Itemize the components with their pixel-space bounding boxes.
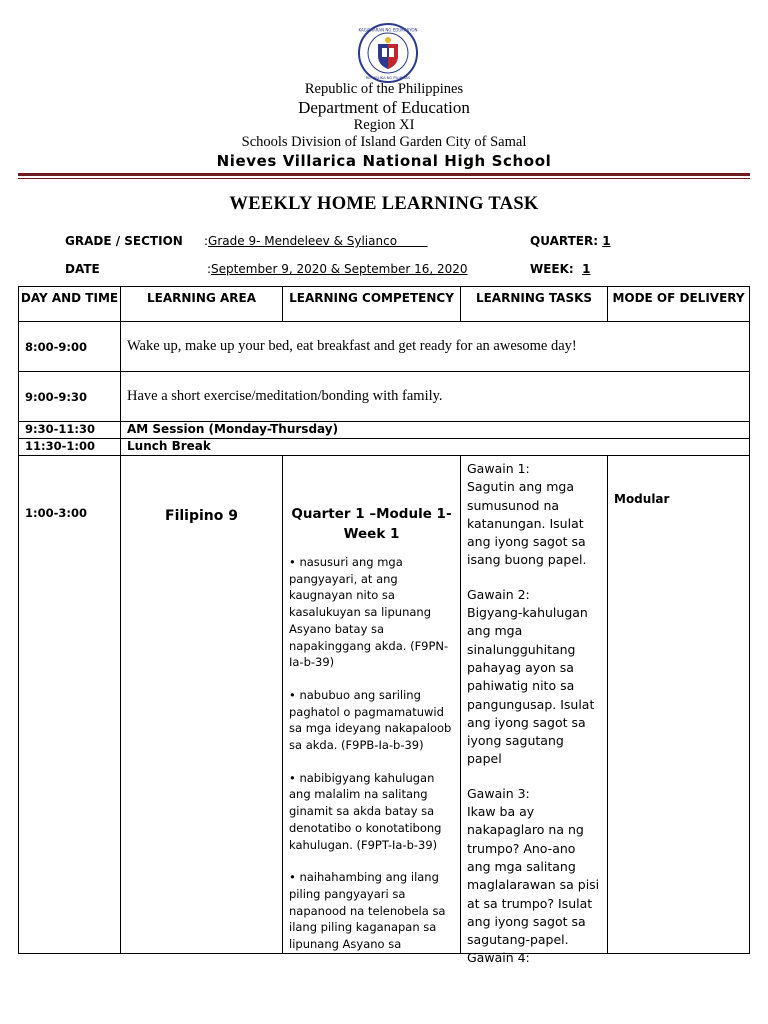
task-text: Bigyang-kahulugan ang mga sinalungguhitang pahayag ayon sa pahiwatig nito sa pangungusap. Isulat ang iyong sagot sa iyong sagutang papel: [467, 605, 595, 767]
header-rule-thin: [18, 178, 750, 179]
row-time: 11:30-1:00: [19, 439, 121, 456]
week-label: WEEK: 1: [530, 262, 591, 276]
task-label: Gawain 4:: [467, 950, 530, 966]
deped-seal: [352, 22, 424, 84]
date-label: DATE: [65, 262, 100, 276]
quarter-value: 1: [602, 234, 611, 248]
week-value: 1: [582, 262, 591, 276]
table-header-row: [19, 287, 750, 322]
school-name: Nieves Villarica National High School: [216, 152, 552, 170]
competency-title: Quarter 1 –Module 1- Week 1: [291, 506, 452, 542]
table-row: [19, 322, 750, 372]
task-text: Ikaw ba ay nakapaglaro na ng trumpo? Ano-ano ang mga salitang maglalarawan sa pisi at sa trumpo? Isulat ang iyong sagot sa sagutang-papel.: [467, 804, 600, 948]
row-time: 9:30-11:30: [19, 422, 121, 439]
region-line: Region XI: [353, 117, 415, 133]
task-label: Gawain 1:: [467, 461, 530, 476]
competency-item: • nasusuri ang mga pangyayari, at ang kaugnayan nito sa kasalukuyan sa lipunang Asyano batay sa napakinggang akda. (F9PN-Ia-b-39): [289, 555, 449, 670]
task-item: [467, 586, 601, 769]
row-activity: Wake up, make up your bed, eat breakfast and get ready for an awesome day!: [121, 322, 750, 372]
task-text: Sagutin ang mga sumusunod na katanungan. Isulat ang iyong sagot sa isang buong papel.: [467, 479, 587, 568]
learning-area: Filipino 9: [165, 508, 238, 524]
division-line: Schools Division of Island Garden City of Samal: [241, 134, 527, 150]
republic-line: Republic of the Philippines: [304, 81, 464, 97]
mode-of-delivery: Modular: [614, 492, 670, 506]
date-sep: :: [207, 262, 212, 276]
grade-sep: :: [204, 234, 209, 248]
svg-text:KAGAWARAN NG EDUKASYON: KAGAWARAN NG EDUKASYON: [358, 27, 418, 33]
task-label: Gawain 2:: [467, 586, 530, 602]
header-rule-thick: [18, 173, 750, 176]
competency-item: • nabubuo ang sariling paghatol o pagmamatuwid sa mga ideyang nakapaloob sa akda. (F9PB-Ia-b-39): [289, 687, 452, 753]
session-row: [19, 456, 750, 954]
task-item: [467, 785, 601, 950]
quarter-label: QUARTER: 1: [530, 234, 611, 248]
header-learning-competency: LEARNING COMPETENCY: [283, 287, 461, 322]
header-learning-tasks: LEARNING TASKS: [461, 287, 608, 322]
competency-item: • nabibigyang kahulugan ang malalim na salitang ginamit sa akda batay sa denotatibo o konotatibong kahulugan. (F9PT-Ia-b-39): [289, 770, 442, 852]
task-list: [461, 456, 607, 968]
department-line: Department of Education: [298, 98, 470, 117]
competency-list: [283, 544, 460, 953]
schedule-table: [18, 286, 750, 966]
session-time: 1:00-3:00: [19, 456, 121, 954]
grade-value-line: [204, 234, 428, 248]
task-item: [467, 460, 601, 570]
header-day-time: DAY AND TIME: [19, 287, 121, 322]
date-value: September 9, 2020 & September 16, 2020: [211, 262, 468, 276]
task-label: Gawain 3:: [467, 785, 530, 801]
grade-value: Grade 9- Mendeleev & Sylianco: [208, 234, 398, 248]
date-value-line: [207, 262, 468, 276]
session-tasks-cell: [461, 456, 608, 966]
row-activity: Lunch Break: [121, 439, 750, 456]
competency-item: • naihahambing ang ilang piling pangyayari sa napanood na telenobela sa ilang piling kaganapan sa lipunang Asyano sa: [289, 870, 446, 952]
table-row: [19, 439, 750, 456]
header-learning-area: LEARNING AREA: [121, 287, 283, 322]
table-row: [19, 422, 750, 439]
session-mode-cell: [608, 456, 750, 954]
session-area-cell: [121, 456, 283, 954]
page-title: WEEKLY HOME LEARNING TASK: [229, 194, 539, 214]
row-time: 9:00-9:30: [19, 372, 121, 422]
svg-text:REPUBLIKA NG PILIPINAS: REPUBLIKA NG PILIPINAS: [365, 76, 411, 80]
row-activity: AM Session (Monday-Thursday): [121, 422, 750, 439]
row-activity: Have a short exercise/meditation/bonding with family.: [121, 372, 750, 422]
header-mode-of-delivery: MODE OF DELIVERY: [608, 287, 750, 322]
grade-label: GRADE / SECTION: [65, 234, 183, 248]
table-row: [19, 372, 750, 422]
row-time: 8:00-9:00: [19, 322, 121, 372]
task-item: [467, 949, 601, 967]
session-competency-cell: [283, 456, 461, 954]
